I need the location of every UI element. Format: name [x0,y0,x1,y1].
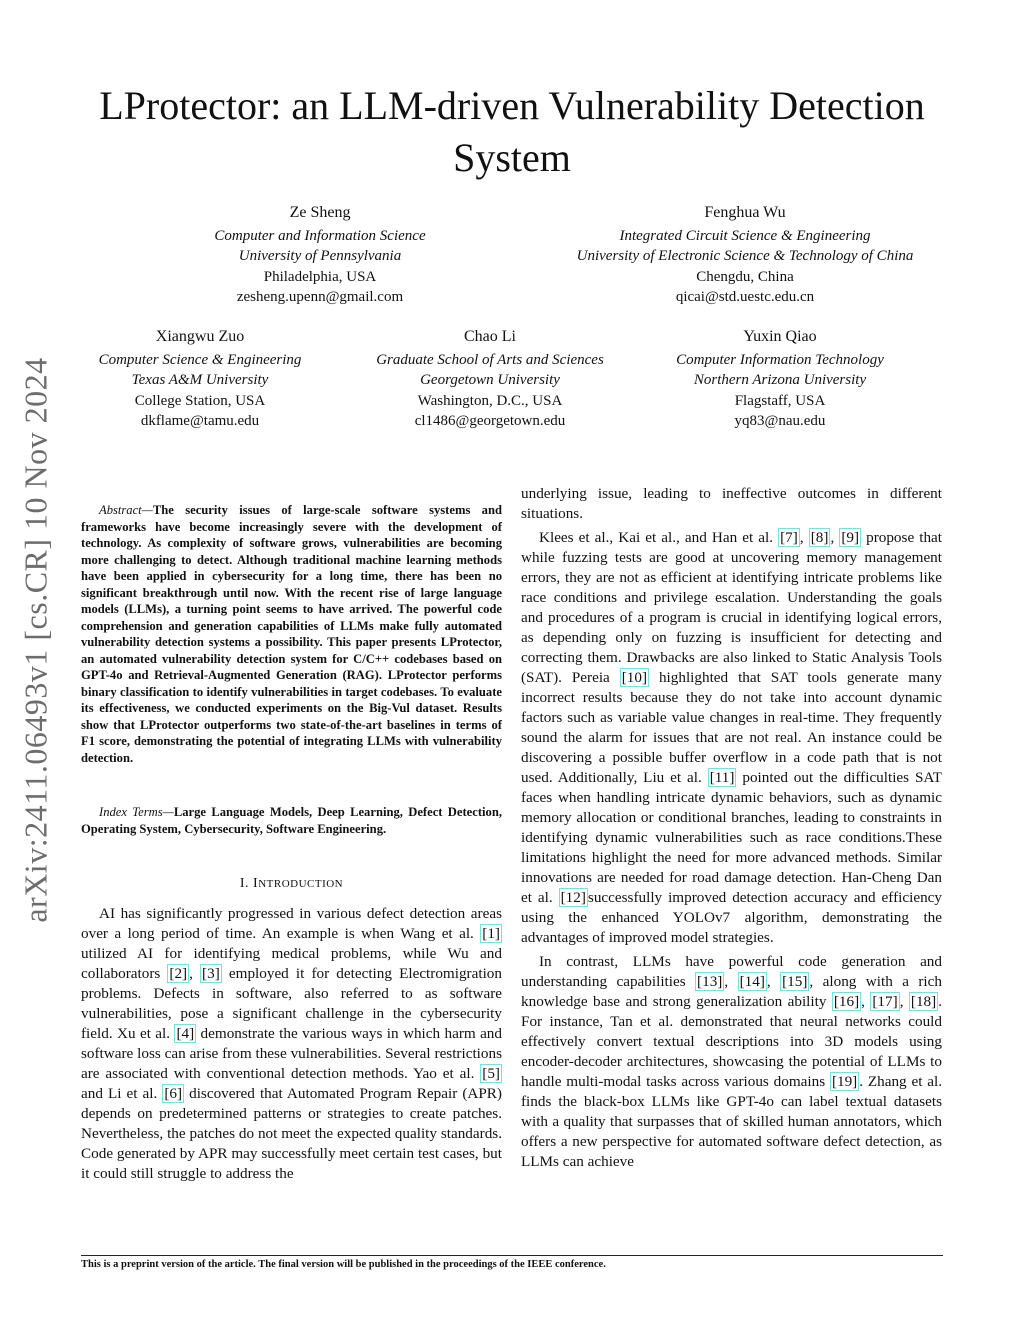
citation-link[interactable]: [9] [841,529,860,546]
author-city: Flagstaff, USA [734,392,826,409]
citation-link[interactable]: [18] [910,993,937,1010]
section-number: I. [239,876,254,891]
author-city: Washington, D.C., USA [417,392,563,409]
footer-note: This is a preprint version of the article. The final version will be published in the proceedings of the IEEE conference. [81,1259,606,1270]
text-run: , [189,965,201,982]
author-city: Chengdu, China [696,268,794,285]
author-email[interactable]: dkflame@tamu.edu [140,413,260,429]
citation-link[interactable]: [16] [833,993,860,1010]
text-run: , [724,973,738,990]
section-initial: I [253,876,259,891]
intro-paragraph [81,904,502,1184]
author-dept: Computer Science & Engineering [98,351,302,368]
author-name: Chao Li [464,328,516,345]
author-block [645,327,915,432]
paper-title: LProtector: an LLM-driven Vulnerability Detection System [99,83,925,180]
text-run: employed it for detecting Electromigration problems. Defects in software, also referred to as software vulnerabilities, pose a significant challenge in the cybersecurity field. Xu et al. [81,965,502,1042]
citation-link[interactable]: [15] [782,973,808,990]
text-run: , [830,529,840,546]
author-org: Georgetown University [420,372,560,388]
index-terms-text: Large Language Models, Deep Learning, Defect Detection, Operating System, Cybersecurity, Software Engineering. [81,805,502,836]
citation-link[interactable]: [5] [482,1065,500,1082]
author-name: Ze Sheng [289,204,351,221]
author-org: Northern Arizona University [693,372,867,388]
author-name: Fenghua Wu [704,204,786,221]
author-dept: Computer Information Technology [676,351,884,368]
text-run: propose that while fuzzing tests are good at uncovering memory management errors, they are not as efficient at identifying intricate problems like race conditions and privilege escalation. Understanding the goals and procedures of a program is crucial in identifying logical errors, as depending only on fuzzing is insufficient for detecting and correcting them. Drawbacks are also linked to Static Analysis Tools (SAT). Pereia [521,529,943,686]
author-block [345,327,635,432]
text-run: . For instance, Tan et al. demonstrated that neural networks could effectively convert textual descriptions into 3D models using encoder-decoder architectures, showcasing the potential of LLMs to handle multi-modal tasks across various domains [521,993,943,1090]
citation-link[interactable]: [13] [697,973,723,990]
text-run: successfully improved detection accuracy and efficiency using the enhanced YOLOv7 algorithm, demonstrating the advantages of improved model strategies. [521,889,942,946]
citation-link[interactable]: [12] [560,889,586,906]
citation-link[interactable]: [10] [621,669,648,686]
author-city: Philadelphia, USA [263,268,377,285]
citation-link[interactable]: [14] [739,973,765,990]
text-run: and Li et al. [81,1085,163,1102]
author-block [545,203,945,308]
citation-link[interactable]: [1] [482,925,500,942]
section-heading [81,876,502,892]
author-email[interactable]: qicai@std.uestc.edu.cn [675,289,815,305]
text-run: demonstrate the various ways in which harm and software loss can arise from these vulnerabilities. Several restrictions are associated with conventional detection methods. Yao et al. [81,1025,502,1082]
text-run: . Zhang et al. finds the black-box LLMs like GPT-4o can label textual datasets with a quality that surpasses that of skilled human annotators, which offers a new perspective for automated software defect detection, as LLMs can achieve [521,1073,942,1170]
citation-link[interactable]: [11] [709,769,735,786]
author-name: Yuxin Qiao [743,328,817,345]
author-email[interactable]: zesheng.upenn@gmail.com [236,289,404,305]
citation-link[interactable]: [2] [169,965,188,982]
author-email[interactable]: yq83@nau.edu [734,413,826,429]
author-email[interactable]: cl1486@georgetown.edu [414,413,566,429]
citation-link[interactable]: [6] [164,1085,183,1102]
author-dept: Computer and Information Science [214,227,426,244]
abstract [81,502,502,766]
abstract-text: The security issues of large-scale software systems and frameworks have become increasingly severe with the development of technology. As complexity of software grows, vulnerabilities are becoming more challenging to detect. Although traditional machine learning methods have been applied in cybersecurity for a long time, there has been no significant breakthrough until now. With the recent rise of large language models (LLMs), a turning point seems to have arrived. The powerful code comprehension and generation capabilities of LLMs make fully automated vulnerability detection systems a possibility. This paper presents LProtector, an automated vulnerability detection system for C/C++ codebases based on GPT-4o and Retrieval-Augmented Generation (RAG). LProtector performs binary classification to identify vulnerabilities in target codebases. To evaluate its effectiveness, we conducted experiments on the Big-Vul dataset. Results show that LProtector outperforms two state-of-the-art baselines in terms of F1 score, demonstrating the potential of integrating LLMs with vulnerability detection. [81,503,502,765]
author-city: College Station, USA [134,392,266,409]
text-run: AI has significantly progressed in various defect detection areas over a long period of time. An example is when Wang et al. [81,905,502,942]
author-org: University of Electronic Science & Technology of China [576,248,914,264]
footer-rule [81,1255,943,1256]
author-block [70,327,330,432]
author-org: University of Pennsylvania [238,248,402,264]
text-run: Klees et al., Kai et al., and Han et al. [539,529,779,546]
body-paragraph [521,528,942,948]
text-run: pointed out the difficulties SAT faces when handling intricate dynamic behaviors, such as dynamic memory allocation or conditional branches, leading to constraints in identifying dynamic vulnerabilities such as race conditions.These limitations highlight the need for more advanced methods. Similar innovations are needed for road damage detection. Han-Cheng Dan et al. [521,769,942,906]
section-title-rest: NTRODUCTION [258,878,344,890]
text-run: , along with a rich knowledge base and strong generalization ability [521,973,942,1010]
citation-link[interactable]: [3] [202,965,220,982]
text-run: discovered that Automated Program Repair (APR) depends on predetermined patterns or strategies to create patches. Nevertheless, the patches do not meet the expected quality standards. Code generated by APR may successfully meet certain test cases, but it could still struggle to address the [81,1085,502,1182]
text-run: highlighted that SAT tools generate many incorrect results because they do not take into account dynamic factors such as variable value changes in real-time. They frequently sound the alarm for issues that are not real. An instance could be discovering a possible buffer overflow in a code path that is not used. Additionally, Liu et al. [521,669,942,786]
citation-link[interactable]: [8] [810,529,829,546]
text-run: , [861,993,871,1010]
body-paragraph [521,952,942,1172]
text-run: , [899,993,909,1010]
author-dept: Graduate School of Arts and Sciences [376,351,604,368]
text-run: , [799,529,809,546]
text-run: In contrast, LLMs have powerful code generation and understanding capabilities [521,953,942,990]
citation-link[interactable]: [4] [176,1025,195,1042]
author-block [170,203,470,308]
arxiv-id-text: arXiv:2411.06493v1 [cs.CR] 10 Nov 2024 [17,357,54,923]
citation-link[interactable]: [7] [780,529,798,546]
arxiv-side-identifier [18,260,54,1020]
citation-link[interactable]: [17] [872,993,898,1010]
text-run: utilized AI for identifying medical problems, while Wu and collaborators [81,945,502,982]
right-column [521,484,942,1176]
author-name: Xiangwu Zuo [155,328,245,345]
index-terms-label: Index Terms— [99,805,174,819]
citation-link[interactable]: [19] [831,1073,858,1090]
index-terms [81,804,502,837]
body-paragraph: underlying issue, leading to ineffective outcomes in different situations. [521,485,942,522]
intro-column [81,904,502,1184]
author-org: Texas A&M University [131,372,269,388]
author-dept: Integrated Circuit Science & Engineering [619,227,871,244]
text-run: , [766,973,781,990]
abstract-label: Abstract— [99,503,153,517]
